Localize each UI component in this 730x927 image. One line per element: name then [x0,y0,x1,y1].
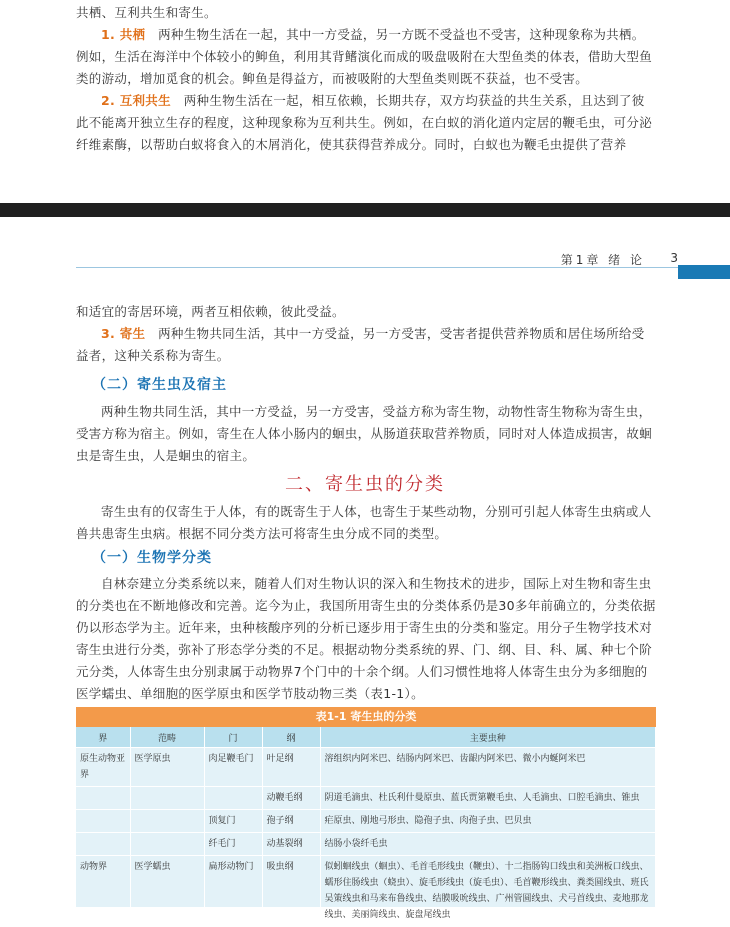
table-caption: 表1-1 寄生虫的分类 [76,707,656,727]
term-mutualism: 2. 互利共生 [101,93,171,108]
table-header-row [76,727,656,748]
table-cell: 疟原虫、刚地弓形虫、隐孢子虫、肉孢子虫、巴贝虫 [320,810,656,833]
table-cell: 医学蠕虫 [130,856,204,927]
table-cell: 纤毛门 [204,833,262,856]
table-cell [76,810,130,833]
subheading-parasite-host: （二）寄生虫及宿主 [92,377,227,393]
table-row [76,748,656,787]
table-cell [130,810,204,833]
table-cell: 动基裂纲 [262,833,320,856]
paragraph-text: 两种生物共同生活，其中一方受益，另一方受害，受害者提供营养物质和居住场所给受益者，这种关系称为寄生。 [76,326,645,363]
header-rule [76,267,686,268]
page-number: 3 [670,251,678,265]
chapter-header: 第1章 绪 论 [560,253,645,267]
paragraph-text: 两种生物生活在一起，相互依赖，长期共存，双方均获益的共生关系，且达到了彼此不能离开独立生存的程度，这种现象称为互利共生。例如，在白蚁的消化道内定居的鞭毛虫，可分泌纤维素酶，以帮助白蚁将食入的木屑消化，使其获得营养成分。同时，白蚁也为鞭毛虫提供了营养 [76,93,653,152]
text-line: 共栖、互利共生和寄生。 [76,5,217,20]
chapter-tab [678,265,730,279]
table-cell: 扁形动物门 [204,856,262,927]
paragraph-text: 两种生物生活在一起，其中一方受益，另一方既不受益也不受害，这种现象称为共栖。例如，生活在海洋中个体较小的䲟鱼，利用其背鳍演化而成的吸盘吸附在大型鱼类的体表，借助大型鱼类的游动，增加觅食的机会。䲟鱼是得益方，而被吸附的大型鱼类则既不获益，也不受害。 [76,27,653,86]
page-top [0,0,730,196]
table-header: 范畴 [130,727,204,748]
subheading-biological-classification: （一）生物学分类 [92,550,212,566]
table-cell: 溶组织内阿米巴、结肠内阿米巴、齿龈内阿米巴、微小内蜒阿米巴 [320,748,656,787]
page-bottom [0,217,730,920]
table-cell: 吸虫纲 [262,856,320,927]
term-commensalism: 1. 共栖 [101,27,146,42]
table-cell [76,787,130,810]
table-cell: 动鞭毛纲 [262,787,320,810]
table-cell: 孢子纲 [262,810,320,833]
table-cell: 似蚓蛔线虫（蛔虫）、毛首毛形线虫（鞭虫）、十二指肠钩口线虫和美洲板口线虫、蠕形住肠线虫（蛲虫）、旋毛形线虫（旋毛虫）、毛首鞭形线虫、粪类圆线虫、班氏吴策线虫和马来布鲁线虫、结膜吸吮线虫、广州管圆线虫、犬弓首线虫、麦地那龙线虫、美丽筒线虫、旋盘尾线虫 [320,856,656,927]
table-cell [204,787,262,810]
table-cell: 肉足鞭毛门 [204,748,262,787]
table-cell: 阴道毛滴虫、杜氏利什曼原虫、蓝氏贾第鞭毛虫、人毛滴虫、口腔毛滴虫、锥虫 [320,787,656,810]
table-cell: 结肠小袋纤毛虫 [320,833,656,856]
page-separator [0,203,730,217]
text-line: 和适宜的寄居环境，两者互相依赖，彼此受益。 [76,304,345,319]
section-title: 二、寄生虫的分类 [285,474,445,495]
table-row [76,833,656,856]
table-body [76,727,656,927]
table-row [76,856,656,927]
table-cell: 原生动物亚界 [76,748,130,787]
table-cell [130,787,204,810]
paragraph-commensalism [76,24,656,90]
paragraph-mutualism [76,90,656,156]
table-cell: 动物界 [76,856,130,927]
paragraph-parasitism [76,323,656,367]
table-cell: 医学原虫 [130,748,204,787]
table-header: 门 [204,727,262,748]
table-header: 纲 [262,727,320,748]
table-row [76,810,656,833]
table-header: 主要虫种 [320,727,656,748]
table-cell: 叶足纲 [262,748,320,787]
classification-table [76,707,656,920]
table-row [76,787,656,810]
term-parasitism: 3. 寄生 [101,326,146,341]
paragraph-biological-classification: 自林奈建立分类系统以来，随着人们对生物认识的深入和生物技术的进步，国际上对生物和寄生虫的分类也在不断地修改和完善。迄今为止，我国所用寄生虫的分类体系仍是30多年前确立的，分类依据仍以形态学为主。近年来，虫种核酸序列的分析已逐步用于寄生虫的分类和鉴定。用分子生物学技术对寄生虫进行分类，弥补了形态学分类的不足。根据动物分类系统的界、门、纲、目、科、属、种七个阶元分类，人体寄生虫分别隶属于动物界7个门中的十余个纲。人们习惯性地将人体寄生虫分为多细胞的医学蠕虫、单细胞的医学原虫和医学节肢动物三类（表1-1）。 [76,576,656,701]
paragraph-parasite-host: 两种生物共同生活，其中一方受益，另一方受害，受益方称为寄生物，动物性寄生物称为寄生虫，受害方称为宿主。例如，寄生在人体小肠内的蛔虫，从肠道获取营养物质，同时对人体造成损害，故蛔虫是寄生虫，人是蛔虫的宿主。 [76,404,653,463]
paragraph-classification: 寄生虫有的仅寄生于人体，有的既寄生于人体，也寄生于某些动物，分别可引起人体寄生虫病或人兽共患寄生虫病。根据不同分类方法可将寄生虫分成不同的类型。 [76,504,652,541]
table-cell: 顶复门 [204,810,262,833]
table-cell [130,833,204,856]
table-header: 界 [76,727,130,748]
table-cell [76,833,130,856]
